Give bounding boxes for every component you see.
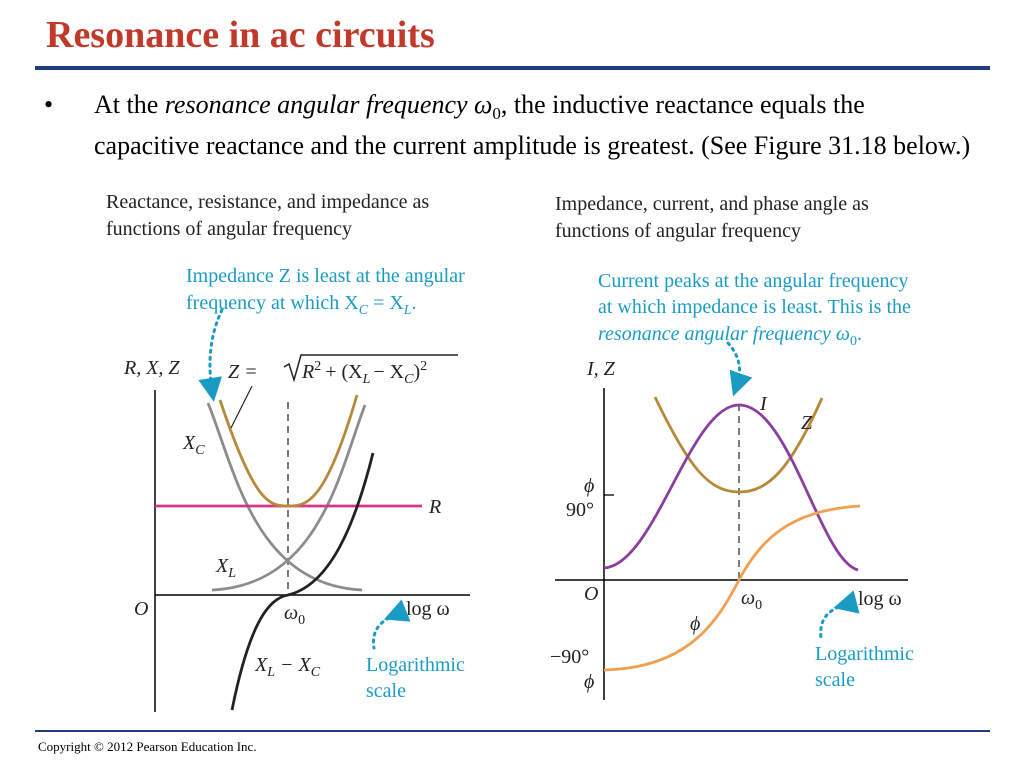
left-log-arrow: [373, 615, 395, 648]
left-log-label-1: Logarithmic: [366, 654, 465, 676]
phi-axis-label-top: ϕ: [584, 475, 595, 497]
right-callout-line2: at which impedance is least. This is the: [598, 296, 911, 318]
right-callout-arrow: [728, 343, 740, 385]
right-omega0-label: $\omega_0$: [741, 587, 763, 613]
left-origin-label: O: [134, 598, 149, 620]
bullet-text: At the resonance angular frequency $\omega_0$, the inductive reactance equals the capacitive reactance and the current amplitude is greatest. (See Figure 31.18 below.): [94, 90, 971, 161]
right-y-axis-label: I, Z: [587, 358, 615, 380]
footer-divider: [35, 730, 990, 732]
label-xl: $X_L$: [216, 555, 237, 581]
left-graph: [123, 265, 470, 712]
left-callout-arrow: [210, 310, 222, 390]
left-log-label-2: scale: [366, 680, 406, 702]
phi-curve-label: ϕ: [690, 613, 701, 635]
right-log-label-1: Logarithmic: [815, 643, 914, 665]
deg-90-label: 90°: [566, 499, 594, 521]
right-callout-line3: resonance angular frequency $\omega_0$.: [598, 323, 863, 349]
copyright-text: Copyright © 2012 Pearson Education Inc.: [38, 739, 257, 754]
right-graph: [550, 270, 914, 700]
label-xc: $X_C$: [183, 432, 205, 458]
left-x-axis-label: log ω: [406, 598, 450, 620]
left-y-axis-label: R, X, Z: [124, 357, 180, 379]
z-formula-leader: [231, 386, 252, 428]
right-origin-label: O: [584, 583, 599, 605]
right-x-axis-label: log ω: [858, 588, 902, 610]
bullet-marker: •: [44, 90, 54, 119]
label-z: Z: [801, 412, 813, 434]
left-omega0-label: $\omega_0$: [284, 602, 306, 628]
deg-neg90-label: −90°: [550, 646, 590, 668]
right-log-arrow: [821, 605, 845, 638]
left-callout-line1: Impedance Z is least at the angular: [186, 265, 465, 287]
right-log-label-2: scale: [815, 669, 855, 691]
z-formula-radicand: $R^2 + (X_L - X_C)^2$: [302, 359, 428, 387]
label-r: R: [429, 496, 442, 518]
left-callout-line2: frequency at which $X_C = X_L$.: [186, 292, 417, 318]
label-xl-minus-xc: $X_L - X_C$: [255, 654, 321, 680]
right-i-curve: [604, 405, 858, 570]
z-formula-lhs: Z =: [228, 361, 258, 383]
label-i: I: [760, 393, 767, 415]
subscript-0: 0: [492, 104, 501, 124]
left-figure-caption: Reactance, resistance, and impedance as functions of angular frequency: [106, 191, 430, 240]
right-callout-line1: Current peaks at the angular frequency: [598, 270, 909, 292]
slide-title: Resonance in ac circuits: [46, 14, 435, 56]
right-figure-caption: Impedance, current, and phase angle as functions of angular frequency: [555, 193, 869, 242]
phi-axis-label-bottom: ϕ: [584, 671, 595, 693]
